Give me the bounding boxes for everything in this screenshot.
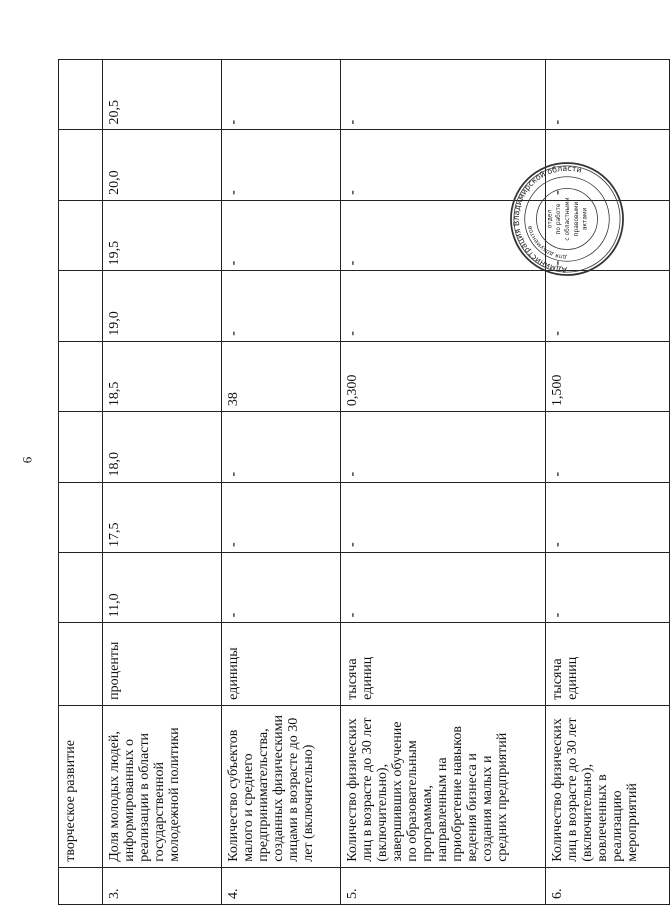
value-cell: - [546,412,670,482]
unit-of-measure: тысяча единиц [341,623,546,705]
value-cell: 20,5 [103,60,222,131]
value-cell: - [222,482,341,552]
value-cell: - [546,271,670,341]
value-cell: 17,5 [103,482,222,552]
page-number: 6 [19,456,35,464]
row-number: 6. [546,867,670,904]
value-cell: - [341,60,546,131]
stamp-outer-text: Администрация Владимирской области [511,163,583,275]
stamp-inner-line: актами [582,207,589,231]
table-row-continued [59,60,103,905]
value-cell: - [222,412,341,482]
value-cell: - [546,60,670,131]
unit-of-measure: единицы [222,623,341,705]
unit-of-measure: тысяча единиц [546,623,670,705]
value-cell: 18,0 [103,412,222,482]
value-cell: - [341,200,546,270]
value-cell: 0,300 [341,341,546,411]
value-cell: - [341,271,546,341]
value-cell: 20,0 [103,130,222,200]
value-cell: - [222,200,341,270]
row-number: 5. [341,867,546,904]
value-cell: 18,5 [103,341,222,411]
value-cell: - [341,412,546,482]
value-cell: - [222,60,341,131]
unit-of-measure: проценты [103,623,222,705]
indicator-name: Количество физических лиц в возрасте до 30 лет (включительно), вовлеченных в реализацию мероприятий [546,705,670,867]
indicator-name: Доля молодых людей, информированных о реализации в области государственной молодежной политики [103,705,222,867]
table-row [222,60,341,905]
value-cell: 19,0 [103,271,222,341]
official-stamp [508,160,626,278]
value-cell: 11,0 [103,552,222,622]
value-cell: 1,500 [546,341,670,411]
table-cell-empty [59,623,103,705]
continued-row-text: творческое развитие [59,705,103,867]
value-cell: 38 [222,341,341,411]
value-cell: 19,5 [103,200,222,270]
indicator-name: Количество физических лиц в возрасте до 30 лет (включительно), завершивших обучение по образовательным программам, направленным на приобретение навыков ведения бизнеса и создания малых и средних предприятий [341,705,546,867]
row-number: 4. [222,867,341,904]
indicator-name: Количество субъектов малого и среднего предпринимательства, созданных физическими лицами в возрасте до 30 лет (включительно) [222,705,341,867]
table-cell-empty [59,867,103,904]
value-cell: - [546,130,670,200]
stamp-inner-line: по работе [556,203,563,235]
stamp-inner-line: правовыми [573,201,580,237]
value-cell: - [546,200,670,270]
value-cell: - [546,552,670,622]
value-cell: - [222,130,341,200]
value-cell: - [222,552,341,622]
table-row [103,60,222,905]
value-cell: - [341,130,546,200]
stamp-inner-line: отдел [547,209,554,229]
row-number: 3. [103,867,222,904]
value-cell: - [546,482,670,552]
stamp-inner-line: с областными [564,197,571,241]
value-cell: - [341,482,546,552]
stamp-middle-text: для документов [527,225,568,260]
value-cell: - [222,271,341,341]
value-cell: - [341,552,546,622]
